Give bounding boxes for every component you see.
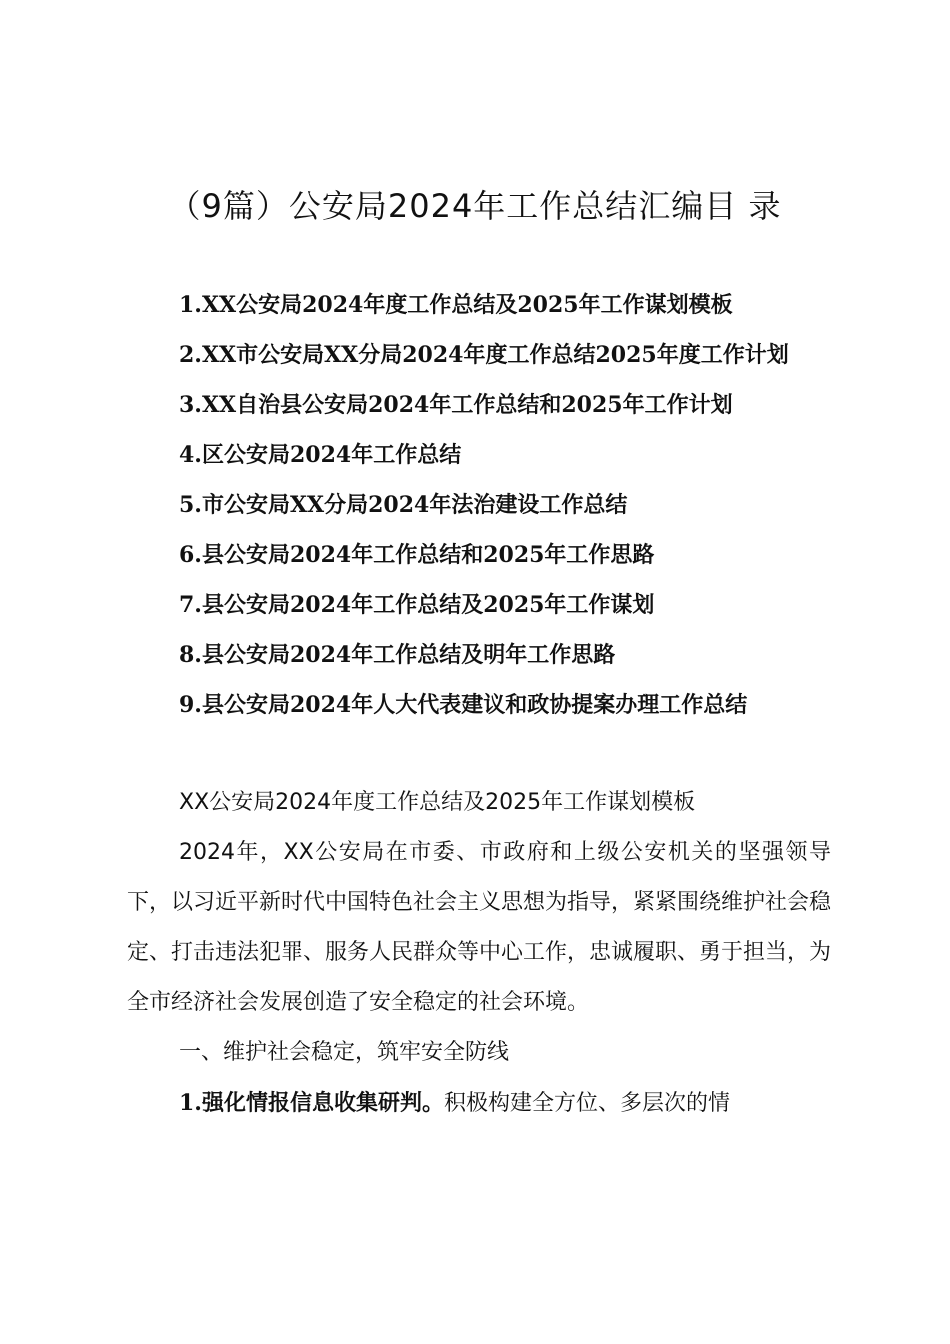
article-subtitle: XX公安局2024年度工作总结及2025年工作谋划模板	[179, 790, 696, 815]
toc-item-4: 4.区公安局2024年工作总结	[179, 442, 462, 468]
toc-item-8: 8.县公安局2024年工作总结及明年工作思路	[179, 642, 616, 668]
toc-item-6: 6.县公安局2024年工作总结和2025年工作思路	[179, 542, 655, 568]
table-of-contents	[127, 280, 831, 730]
page-title: （9篇）公安局2024年工作总结汇编目 录	[168, 187, 782, 225]
section-heading: 一、维护社会稳定，筑牢安全防线	[179, 1040, 510, 1065]
toc-item-1: 1.XX公安局2024年度工作总结及2025年工作谋划模板	[179, 292, 733, 318]
item-lead: 1.强化情报信息收集研判。	[179, 1090, 444, 1116]
toc-item-9: 9.县公安局2024年人大代表建议和政协提案办理工作总结	[179, 692, 748, 718]
item-text: 积极构建全方位、多层次的情	[443, 1091, 730, 1116]
item-paragraph	[127, 1078, 831, 1129]
toc-item-5: 5.市公安局XX分局2024年法治建设工作总结	[179, 492, 628, 518]
intro-paragraph: 2024年，XX公安局在市委、市政府和上级公安机关的坚强领导下，以习近平新时代中国特色社会主义思想为指导，紧紧围绕维护社会稳定、打击违法犯罪、服务人民群众等中心工作，忠诚履职、勇于担当，为全市经济社会发展创造了安全稳定的社会环境。	[127, 840, 832, 1015]
toc-item-2: 2.XX市公安局XX分局2024年度工作总结2025年度工作计划	[179, 342, 789, 368]
body-content	[127, 778, 831, 1129]
toc-item-3: 3.XX自治县公安局2024年工作总结和2025年工作计划	[179, 392, 733, 418]
toc-item-7: 7.县公安局2024年工作总结及2025年工作谋划	[179, 592, 655, 618]
